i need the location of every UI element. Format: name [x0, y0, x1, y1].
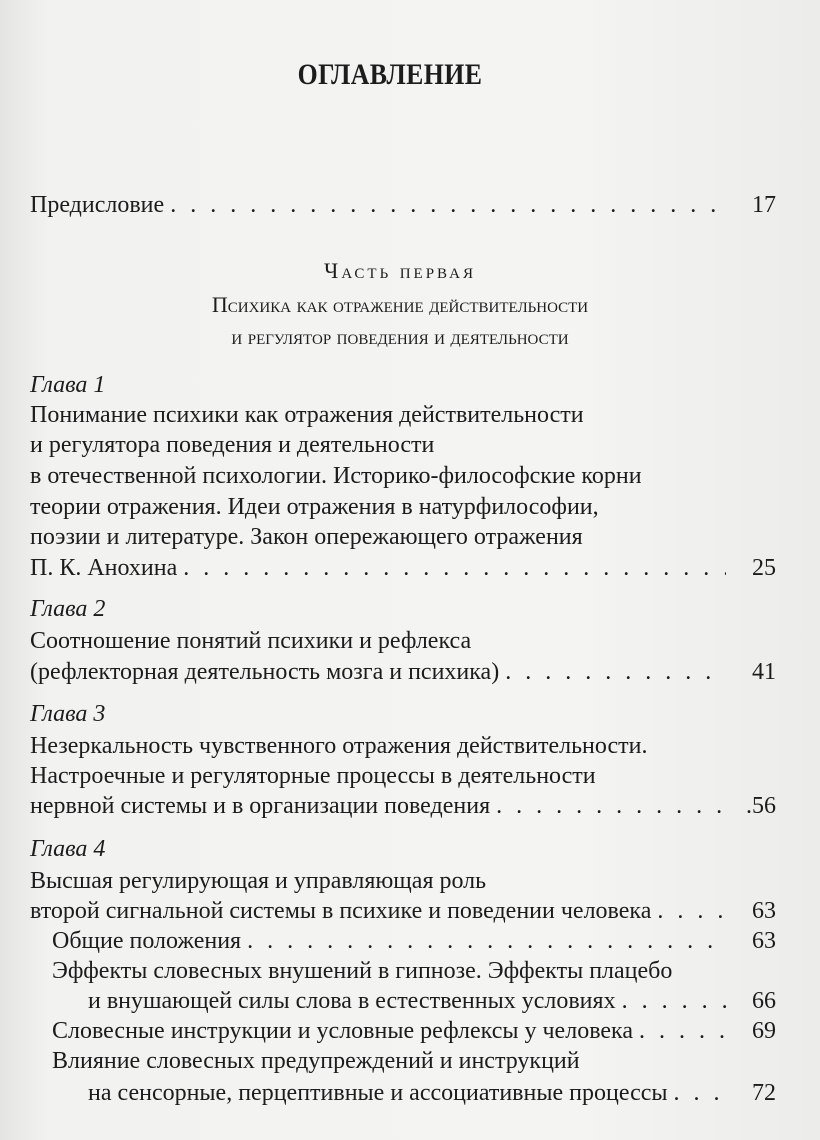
page-number: 17 — [752, 192, 776, 218]
entry-label: П. К. Анохина — [30, 555, 178, 581]
entry-label: второй сигнальной системы в психике и поведении человека — [30, 898, 652, 924]
chapter-title-line: Понимание психики как отражения действительности — [30, 402, 584, 428]
toc-entry-section — [52, 1016, 776, 1046]
page-number: 63 — [752, 898, 776, 924]
page-title: ОГЛАВЛЕНИЕ — [297, 58, 483, 91]
chapter-label: Глава 2 — [30, 596, 106, 622]
page-number: 69 — [752, 1018, 776, 1044]
toc-entry-section — [52, 926, 776, 956]
entry-label: на сенсорные, перцептивные и ассоциативные процессы — [88, 1080, 668, 1106]
leader-dots — [247, 926, 726, 956]
page-number: .56 — [746, 793, 776, 819]
entry-label: Словесные инструкции и условные рефлексы у человека — [52, 1018, 633, 1044]
chapter-title-line: Настроечные и регуляторные процессы в деятельности — [30, 763, 596, 789]
page-number: 63 — [752, 928, 776, 954]
toc-entry-preface — [30, 190, 776, 220]
toc-entry-section — [88, 986, 776, 1016]
toc-entry-chapter-4 — [30, 896, 776, 926]
entry-label: Предисловие — [30, 192, 165, 218]
toc-entry-section — [88, 1078, 776, 1108]
part-subtitle-line-1: Психика как отражение действительности — [211, 292, 589, 317]
page-number: 25 — [752, 555, 776, 581]
leader-dots — [183, 553, 726, 583]
chapter-title-line: Высшая регулирующая и управляющая роль — [30, 868, 487, 894]
chapter-title-line: теории отражения. Идеи отражения в натурфилософии, — [30, 494, 599, 520]
chapter-title-line: Соотношение понятий психики и рефлекса — [30, 628, 472, 654]
leader-dots — [674, 1078, 726, 1108]
toc-entry-chapter-2 — [30, 657, 776, 687]
leader-dots — [639, 1016, 726, 1046]
chapter-title-line: поэзии и литературе. Закон опережающего отражения — [30, 524, 583, 550]
leader-dots — [657, 896, 726, 926]
page-number: 66 — [752, 988, 776, 1014]
chapter-label: Глава 4 — [30, 836, 106, 862]
toc-entry-chapter-3 — [30, 791, 776, 821]
part-heading: Часть первая — [324, 258, 476, 283]
entry-label: и внушающей силы слова в естественных условиях — [88, 988, 616, 1014]
section-title-line: Влияние словесных предупреждений и инструкций — [52, 1048, 580, 1074]
section-title-line: Эффекты словесных внушений в гипнозе. Эффекты плацебо — [52, 958, 673, 984]
chapter-title-line: Незеркальность чувственного отражения действительности. — [30, 733, 648, 759]
leader-dots — [622, 986, 726, 1016]
entry-label: (рефлекторная деятельность мозга и психика) — [30, 659, 500, 685]
leader-dots — [496, 791, 726, 821]
page-number: 41 — [752, 659, 776, 685]
entry-label: нервной системы и в организации поведения — [30, 793, 491, 819]
toc-entry-chapter-1 — [30, 553, 776, 583]
chapter-title-line: и регулятора поведения и деятельности — [30, 432, 435, 458]
chapter-label: Глава 3 — [30, 701, 106, 727]
leader-dots — [170, 190, 726, 220]
leader-dots — [505, 657, 726, 687]
part-subtitle-line-2: и регулятор поведения и деятельности — [231, 324, 569, 349]
entry-label: Общие положения — [52, 928, 242, 954]
chapter-title-line: в отечественной психологии. Историко-философские корни — [30, 463, 642, 489]
chapter-label: Глава 1 — [30, 372, 106, 398]
page-number: 72 — [752, 1080, 776, 1106]
